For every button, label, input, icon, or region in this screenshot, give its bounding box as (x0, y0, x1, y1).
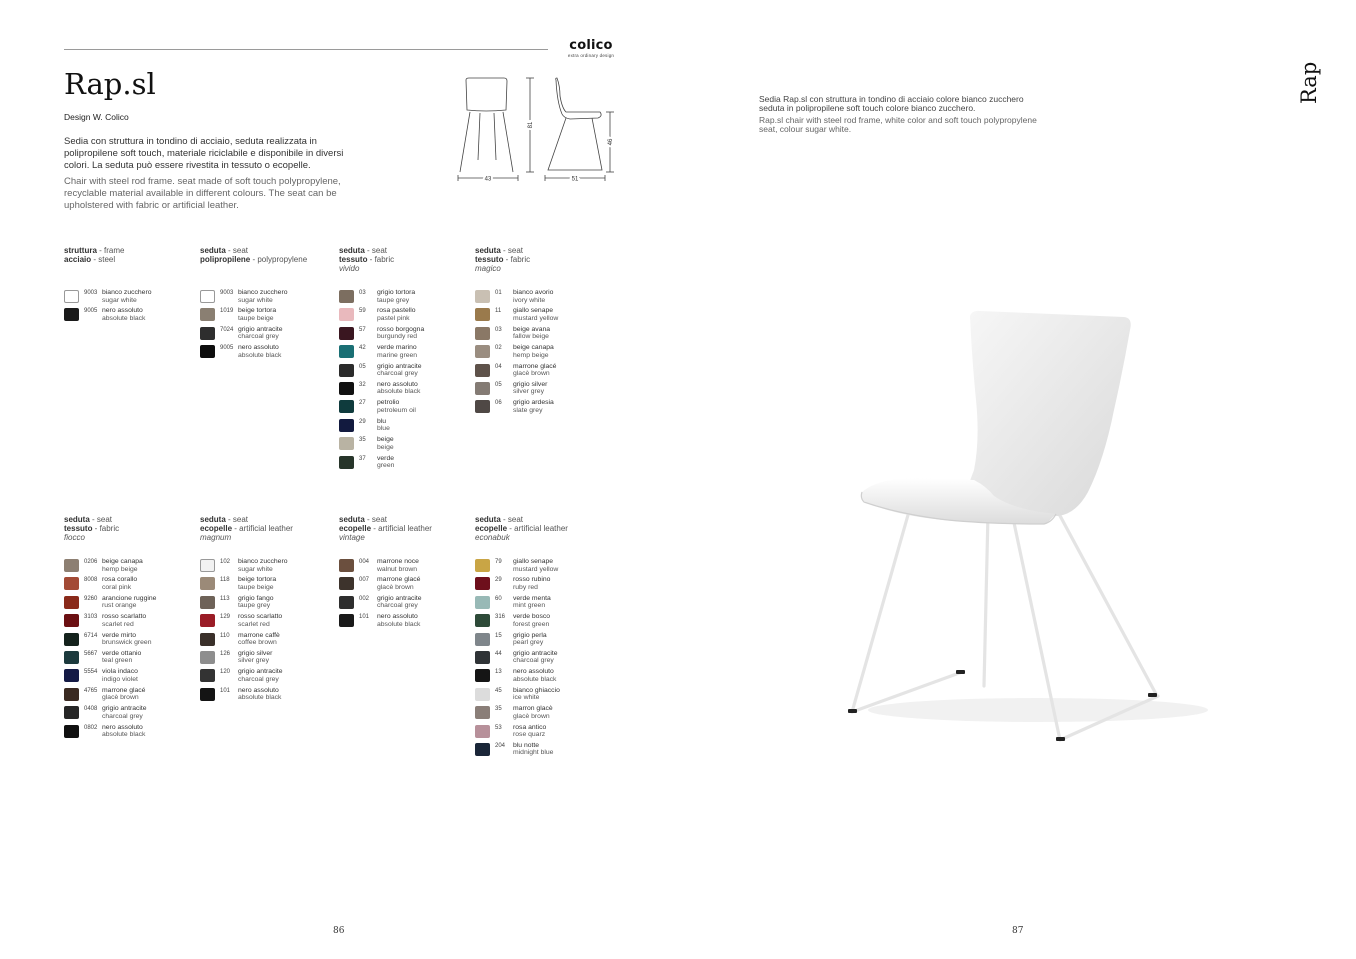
swatch-name-english: coral pink (102, 583, 132, 591)
swatch-name-english: sugar white (238, 296, 273, 304)
swatch-code: 05 (359, 363, 366, 370)
swatch-chip (64, 725, 79, 738)
swatch-code: 316 (495, 614, 506, 621)
swatch-name-italian: blu (377, 417, 387, 425)
swatch-chip (339, 382, 354, 395)
swatch-name-italian: beige avana (513, 325, 551, 333)
swatch-name-italian: rosso rubino (513, 576, 551, 584)
swatch-name-english: taupe beige (238, 314, 274, 322)
swatch-name-italian: bianco zucchero (238, 289, 288, 296)
swatch-name-italian: beige canapa (102, 558, 143, 565)
product-title: Rap.sl (64, 67, 156, 101)
swatch-chip (475, 669, 490, 682)
swatch-code: 126 (220, 650, 231, 657)
seat-height-label: 46 (608, 138, 614, 146)
photo-caption-english: Rap.sl chair with steel rod frame, white color and soft touch polypropylene seat, colour sugar white. (759, 115, 1037, 134)
swatch-name-english: scarlet red (102, 620, 134, 628)
swatch-name-italian: grigio antracite (238, 668, 283, 676)
swatch-name-english: glacè brown (377, 583, 414, 591)
swatch-name-italian: grigio fango (238, 594, 274, 602)
swatch-code: 02 (495, 345, 502, 352)
swatch-chip (64, 651, 79, 664)
height-label: 81 (528, 121, 534, 129)
group-seat-fabric-fiocco (64, 515, 200, 739)
swatch-name-italian: grigio silver (513, 380, 548, 388)
swatch-code: 06 (495, 400, 502, 407)
swatch-name-english: absolute black (238, 694, 282, 702)
swatch-chip (475, 633, 490, 646)
swatch-code: 03 (495, 326, 502, 333)
swatch-name-english: absolute black (238, 351, 282, 359)
swatch-name-italian: rosso borgogna (377, 325, 425, 333)
swatch-code: 004 (359, 559, 370, 565)
swatch-code: 03 (359, 290, 366, 296)
swatch-chip (200, 559, 215, 572)
swatch-name-italian: grigio perla (513, 631, 547, 639)
swatch-name-english: absolute black (102, 314, 146, 322)
swatch-code: 8008 (84, 577, 98, 584)
swatch-name-english: mustard yellow (513, 314, 559, 322)
swatch-chip (339, 364, 354, 377)
swatch-code: 007 (359, 577, 370, 584)
designer-credit: Design W. Colico (64, 112, 129, 122)
swatch-name-english: charcoal grey (238, 675, 279, 683)
swatch-chip (475, 364, 490, 377)
swatch-name-italian: grigio antracite (377, 594, 422, 602)
swatch-chip (200, 345, 215, 358)
swatch-name-english: indigo violet (102, 675, 138, 683)
header-rule (64, 49, 548, 50)
swatch-chip (475, 706, 490, 719)
swatch-code: 27 (359, 400, 366, 407)
swatch-code: 9003 (220, 290, 234, 296)
group-heading: seduta - seat tessuto - fabric vivido (339, 246, 395, 273)
group-seat-leather-econabuk (475, 515, 611, 757)
swatch-name-italian: nero assoluto (513, 668, 554, 676)
swatch-code: 101 (359, 614, 370, 621)
brand-name: colico (569, 38, 613, 53)
swatch-code: 0408 (84, 706, 98, 713)
swatch-code: 05 (495, 381, 502, 388)
swatch-name-italian: arancione ruggine (102, 594, 157, 602)
swatch-name-italian: nero assoluto (102, 307, 143, 315)
swatch-chip (475, 688, 490, 701)
swatch-name-italian: marron glacè (513, 705, 553, 713)
swatch-name-english: rust orange (102, 602, 137, 610)
group-seat-polypropylene (200, 246, 336, 359)
swatch-name-italian: grigio antracite (377, 362, 422, 370)
swatch-name-italian: marrone glacé (377, 576, 421, 584)
swatch-name-italian: marrone glacé (513, 362, 557, 370)
swatch-name-italian: beige (377, 436, 394, 444)
swatch-chip (64, 669, 79, 682)
swatch-chip (200, 577, 215, 590)
swatch-name-english: taupe beige (238, 583, 274, 591)
swatch-code: 7024 (220, 326, 234, 333)
swatch-code: 204 (495, 742, 506, 749)
group-frame-steel (64, 246, 200, 322)
swatch-chip (475, 743, 490, 756)
swatch-code: 102 (220, 559, 231, 565)
swatch-code: 113 (220, 595, 230, 602)
swatch-name-english: glacè brown (102, 694, 139, 702)
swatch-name-english: charcoal grey (513, 657, 554, 665)
swatch-chip (475, 327, 490, 340)
swatch-name-italian: viola indaco (102, 668, 138, 676)
swatch-name-english: mint green (513, 602, 546, 610)
swatch-chip (475, 651, 490, 664)
description-english: Chair with steel rod frame. seat made of soft touch polypropylene, recyclable material available in different colours. The seat can be upholstered with fabric or artificial leather. (64, 176, 341, 211)
swatch-code: 04 (495, 363, 502, 370)
swatch-name-italian: beige tortora (238, 307, 277, 315)
swatch-name-italian: verde marino (377, 344, 417, 352)
swatch-name-english: pearl grey (513, 639, 544, 647)
swatch-code: 35 (495, 706, 502, 713)
brand-logo (561, 39, 621, 59)
swatch-chip (64, 688, 79, 701)
swatch-chip (200, 669, 215, 682)
swatch-code: 42 (359, 345, 366, 352)
swatch-chip (475, 577, 490, 590)
swatch-name-english: pastel pink (377, 314, 410, 322)
swatch-code: 53 (495, 724, 502, 731)
swatch-name-italian: beige canapa (513, 344, 554, 352)
swatch-name-english: rose quarz (513, 731, 546, 739)
page-number-left: 86 (333, 926, 345, 936)
swatch-name-italian: bianco avorio (513, 289, 554, 296)
swatch-name-italian: blu notte (513, 741, 540, 749)
swatch-chip (475, 725, 490, 738)
swatch-name-english: charcoal grey (238, 333, 279, 341)
swatch-chip (475, 382, 490, 395)
swatch-chip (64, 596, 79, 609)
swatch-name-english: slate grey (513, 406, 543, 414)
swatch-chip (339, 290, 354, 303)
swatch-chip (339, 437, 354, 450)
swatch-name-italian: marrone caffè (238, 631, 280, 639)
swatch-code: 57 (359, 326, 366, 333)
swatch-code: 60 (495, 595, 502, 602)
swatch-code: 1019 (220, 308, 234, 315)
swatch-name-english: hemp beige (102, 565, 138, 573)
swatch-code: 59 (359, 308, 366, 315)
swatch-code: 13 (495, 669, 502, 676)
swatch-name-english: fallow beige (513, 333, 549, 341)
swatch-code: 5667 (84, 650, 98, 657)
swatch-code: 9260 (84, 595, 98, 602)
swatch-chip (339, 327, 354, 340)
swatch-name-english: burgundy red (377, 333, 418, 341)
swatch-name-italian: nero assoluto (377, 613, 418, 621)
swatch-name-italian: verde (377, 454, 395, 462)
swatch-name-english: ivory white (513, 296, 546, 304)
swatch-chip (64, 614, 79, 627)
swatch-chip (475, 290, 490, 303)
swatch-name-english: taupe grey (238, 602, 271, 610)
swatch-name-italian: marrone glacé (102, 686, 146, 694)
swatch-name-english: absolute black (102, 731, 146, 739)
swatch-chip (200, 633, 215, 646)
group-seat-leather-vintage (339, 515, 475, 628)
swatch-name-italian: bianco zucchero (238, 558, 288, 565)
swatch-name-english: beige (377, 443, 394, 451)
swatch-code: 129 (220, 614, 231, 621)
swatch-name-english: teal green (102, 657, 133, 665)
swatch-name-italian: rosso scarlatto (238, 613, 283, 621)
swatch-name-italian: nero assoluto (238, 686, 279, 694)
swatch-name-english: petroleum oil (377, 406, 416, 414)
swatch-code: 15 (495, 632, 502, 639)
swatch-code: 79 (495, 559, 502, 565)
swatch-chip (475, 308, 490, 321)
swatch-name-english: walnut brown (377, 565, 418, 573)
swatch-name-italian: bianco ghiaccio (513, 686, 560, 694)
swatch-name-english: charcoal grey (377, 370, 418, 378)
swatch-name-english: silver grey (513, 388, 544, 396)
swatch-chip (339, 559, 354, 572)
swatch-code: 11 (495, 308, 502, 315)
swatch-name-english: sugar white (102, 296, 137, 304)
swatch-code: 101 (220, 687, 231, 694)
swatch-chip (64, 706, 79, 719)
swatch-name-italian: verde mirto (102, 631, 136, 639)
swatch-chip (64, 290, 79, 303)
swatch-name-italian: grigio antracite (102, 705, 147, 713)
swatch-name-italian: giallo senape (513, 307, 554, 315)
swatch-code: 44 (495, 650, 502, 657)
swatch-name-english: coffee brown (238, 639, 277, 647)
swatch-code: 0206 (84, 559, 98, 565)
swatch-chip (200, 651, 215, 664)
swatch-name-english: green (377, 462, 395, 470)
swatch-code: 0802 (84, 724, 98, 731)
photo-caption-italian: Sedia Rap.sl con struttura in tondino di acciaio colore bianco zucchero seduta in polipropilene soft touch colore bianco zucchero. (759, 94, 1024, 113)
swatch-name-english: absolute black (377, 388, 421, 396)
group-seat-fabric-magico (475, 246, 611, 414)
swatch-code: 120 (220, 669, 231, 676)
swatch-name-italian: verde ottanio (102, 649, 142, 657)
swatch-chip (475, 614, 490, 627)
swatch-chip (200, 596, 215, 609)
swatch-name-english: hemp beige (513, 351, 549, 359)
swatch-chip (475, 559, 490, 572)
side-width-label: 51 (571, 176, 579, 183)
group-heading: seduta - seat polipropilene - polypropylene (200, 246, 308, 264)
swatch-name-english: charcoal grey (102, 712, 143, 720)
swatch-chip (475, 345, 490, 358)
group-heading: struttura - frame acciaio - steel (64, 246, 125, 264)
swatch-name-italian: nero assoluto (102, 723, 143, 731)
swatch-code: 29 (359, 418, 366, 425)
swatch-chip (339, 308, 354, 321)
group-heading: seduta - seat ecopelle - artificial leather econabuk (475, 515, 568, 542)
swatch-name-italian: rosa pastello (377, 307, 416, 315)
swatch-chip (64, 559, 79, 572)
swatch-name-english: charcoal grey (377, 602, 418, 610)
swatch-chip (475, 400, 490, 413)
swatch-name-italian: rosa antico (513, 723, 547, 731)
swatch-name-italian: grigio ardesia (513, 399, 554, 407)
swatch-name-english: sugar white (238, 565, 273, 573)
group-heading: seduta - seat tessuto - fabric fiocco (64, 515, 120, 542)
swatch-code: 29 (495, 577, 502, 584)
swatch-code: 35 (359, 437, 366, 444)
swatch-chip (200, 614, 215, 627)
swatch-name-english: mustard yellow (513, 565, 559, 573)
swatch-chip (339, 456, 354, 469)
swatch-name-english: glacè brown (513, 370, 550, 378)
swatch-chip (200, 290, 215, 303)
swatch-name-english: glacè brown (513, 712, 550, 720)
swatch-name-italian: nero assoluto (377, 380, 418, 388)
swatch-name-italian: verde menta (513, 594, 551, 602)
swatch-chip (200, 327, 215, 340)
swatch-code: 01 (495, 290, 502, 296)
description-italian: Sedia con struttura in tondino di acciaio, seduta realizzata in polipropilene soft touch, materiale riciclabile e disponibile in diversi colori. La seduta può essere rivestita in tessuto o ecopelle. (64, 136, 344, 171)
swatch-name-italian: bianco zucchero (102, 289, 152, 296)
swatch-name-italian: petrolio (377, 399, 400, 407)
swatch-code: 9005 (84, 308, 98, 315)
group-heading: seduta - seat ecopelle - artificial leather magnum (200, 515, 293, 542)
swatch-name-english: forest green (513, 620, 550, 628)
swatch-name-italian: marrone noce (377, 558, 419, 565)
swatch-code: 9003 (84, 290, 98, 296)
brand-tagline: extra ordinary design (567, 53, 615, 58)
swatch-chip (64, 577, 79, 590)
swatch-chip (339, 614, 354, 627)
swatch-name-english: absolute black (513, 675, 557, 683)
group-heading: seduta - seat tessuto - fabric magico (475, 246, 531, 273)
swatch-chip (64, 633, 79, 646)
swatch-name-italian: rosso scarlatto (102, 613, 147, 621)
swatch-chip (339, 596, 354, 609)
swatch-name-english: absolute black (377, 620, 421, 628)
swatch-name-english: ice white (513, 694, 540, 702)
swatch-name-english: scarlet red (238, 620, 270, 628)
chair-photo (838, 300, 1218, 760)
swatch-name-italian: rosa corallo (102, 576, 138, 584)
swatch-code: 9005 (220, 345, 234, 352)
swatch-name-english: silver grey (238, 657, 269, 665)
swatch-name-italian: beige tortora (238, 576, 277, 584)
swatch-code: 118 (220, 577, 230, 584)
swatch-code: 5554 (84, 669, 98, 676)
swatch-code: 6714 (84, 632, 98, 639)
front-width-label: 43 (484, 176, 492, 183)
swatch-name-italian: giallo senape (513, 558, 554, 565)
group-seat-leather-magnum (200, 515, 336, 702)
swatch-chip (339, 400, 354, 413)
swatch-code: 4765 (84, 687, 98, 694)
swatch-name-english: ruby red (513, 583, 538, 591)
swatch-chip (339, 419, 354, 432)
swatch-name-italian: grigio antracite (513, 649, 558, 657)
swatch-code: 37 (359, 455, 366, 462)
swatch-chip (339, 577, 354, 590)
swatch-name-english: midnight blue (513, 749, 554, 757)
swatch-chip (64, 308, 79, 321)
swatch-code: 002 (359, 595, 370, 602)
group-seat-fabric-vivido (339, 246, 475, 470)
swatch-name-italian: grigio tortora (377, 289, 416, 296)
dimension-diagram (452, 72, 622, 188)
swatch-name-italian: verde bosco (513, 613, 551, 621)
swatch-code: 110 (220, 632, 230, 639)
swatch-name-italian: grigio silver (238, 649, 273, 657)
swatch-name-english: brunswick green (102, 639, 152, 647)
group-heading: seduta - seat ecopelle - artificial leather vintage (339, 515, 432, 542)
swatch-chip (339, 345, 354, 358)
swatch-code: 3103 (84, 614, 98, 621)
swatch-code: 32 (359, 381, 366, 388)
swatch-code: 45 (495, 687, 502, 694)
swatch-chip (475, 596, 490, 609)
swatch-name-english: taupe grey (377, 296, 410, 304)
swatch-name-english: marine green (377, 351, 418, 359)
swatch-name-italian: nero assoluto (238, 344, 279, 352)
side-title: Rap (1297, 61, 1321, 104)
swatch-name-english: blue (377, 425, 390, 433)
swatch-chip (200, 308, 215, 321)
swatch-chip (200, 688, 215, 701)
swatch-name-italian: grigio antracite (238, 325, 283, 333)
page-number-right: 87 (1012, 926, 1024, 936)
